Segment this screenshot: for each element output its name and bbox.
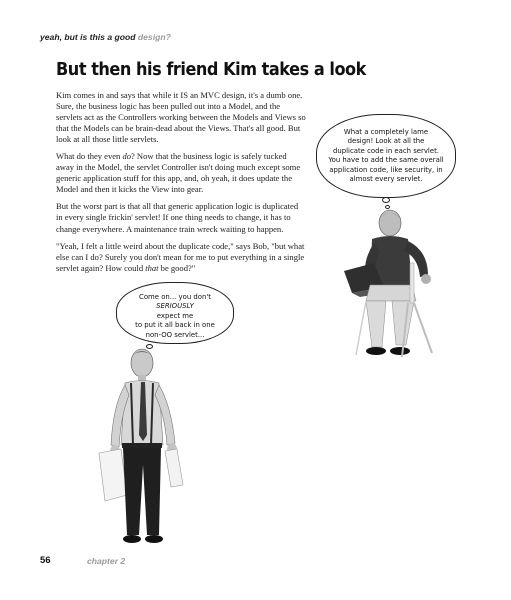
paragraph-4-emphasis: that	[145, 262, 159, 273]
paragraph-4-text-a: "Yeah, I felt a little weird about the duplicate code," says Bob, "but what else can I do? Surely you don't mean for me to put everything in a single servlet again? How could	[56, 240, 305, 273]
paragraph-4-text-b: be good?"	[158, 262, 196, 273]
bob-bubble-text: expect me	[156, 311, 194, 320]
kim-bubble-line: What a completely lame	[343, 128, 429, 136]
bob-thought-bubble	[116, 282, 234, 344]
body-text	[56, 90, 306, 280]
running-head-main: yeah, but is this a good	[40, 32, 138, 42]
chapter-label: chapter 2	[87, 556, 126, 566]
paragraph-2	[56, 151, 306, 195]
bob-bubble-line: Come on... you don't	[139, 293, 211, 301]
paragraph-2-text-b: ? Now that the business logic is safely tucked away in the Model, the servlet Controller isn't doing much except some generic application stuff for this app, and, oh yeah, it does update the Model and then it kicks the View into gear.	[56, 151, 301, 195]
kim-bubble-line: application code, like security, in	[329, 165, 443, 174]
bob-bubble-emphasis: SERIOUSLY	[156, 302, 194, 311]
bob-bubble-line	[127, 302, 223, 321]
running-head	[40, 32, 171, 42]
page-number: 56	[40, 555, 51, 566]
paragraph-2-text-a: What do they even	[56, 151, 123, 162]
kim-bubble-line: design! Look at all the	[347, 137, 425, 146]
kim-bubble-dot	[382, 197, 390, 203]
paragraph-4	[56, 241, 306, 274]
kim-bubble-line: You have to add the same overall	[328, 156, 444, 165]
kim-thought-bubble	[316, 114, 456, 198]
running-head-accent: design?	[137, 32, 171, 42]
kim-bubble-line: almost every servlet.	[349, 175, 423, 184]
bob-bubble-line: to put it all back in one	[135, 321, 215, 330]
paragraph-1: Kim comes in and says that while it IS an MVC design, it's a dumb one. Sure, the business logic has been pulled out into a Model, and the servlets act as the Controllers working between the Models and Views so that the Models can be brain-dead about the Views. That's all good. But look at all those little servlets.	[56, 90, 306, 145]
kim-bubble-line: duplicate code in each servlet.	[333, 146, 439, 155]
page-title: But then his friend Kim takes a look	[56, 60, 366, 80]
paragraph-3: But the worst part is that all that generic application logic is duplicated in every single frickin' servlet! If one thing needs to change, it has to change everywhere. A maintenance train wreck waiting to happen.	[56, 201, 299, 234]
paragraph-2-emphasis: do	[122, 151, 131, 162]
bob-bubble-line: non-OO servlet...	[145, 330, 205, 339]
bob-standing-photo	[95, 345, 195, 555]
kim-sitting-photo	[336, 205, 451, 365]
